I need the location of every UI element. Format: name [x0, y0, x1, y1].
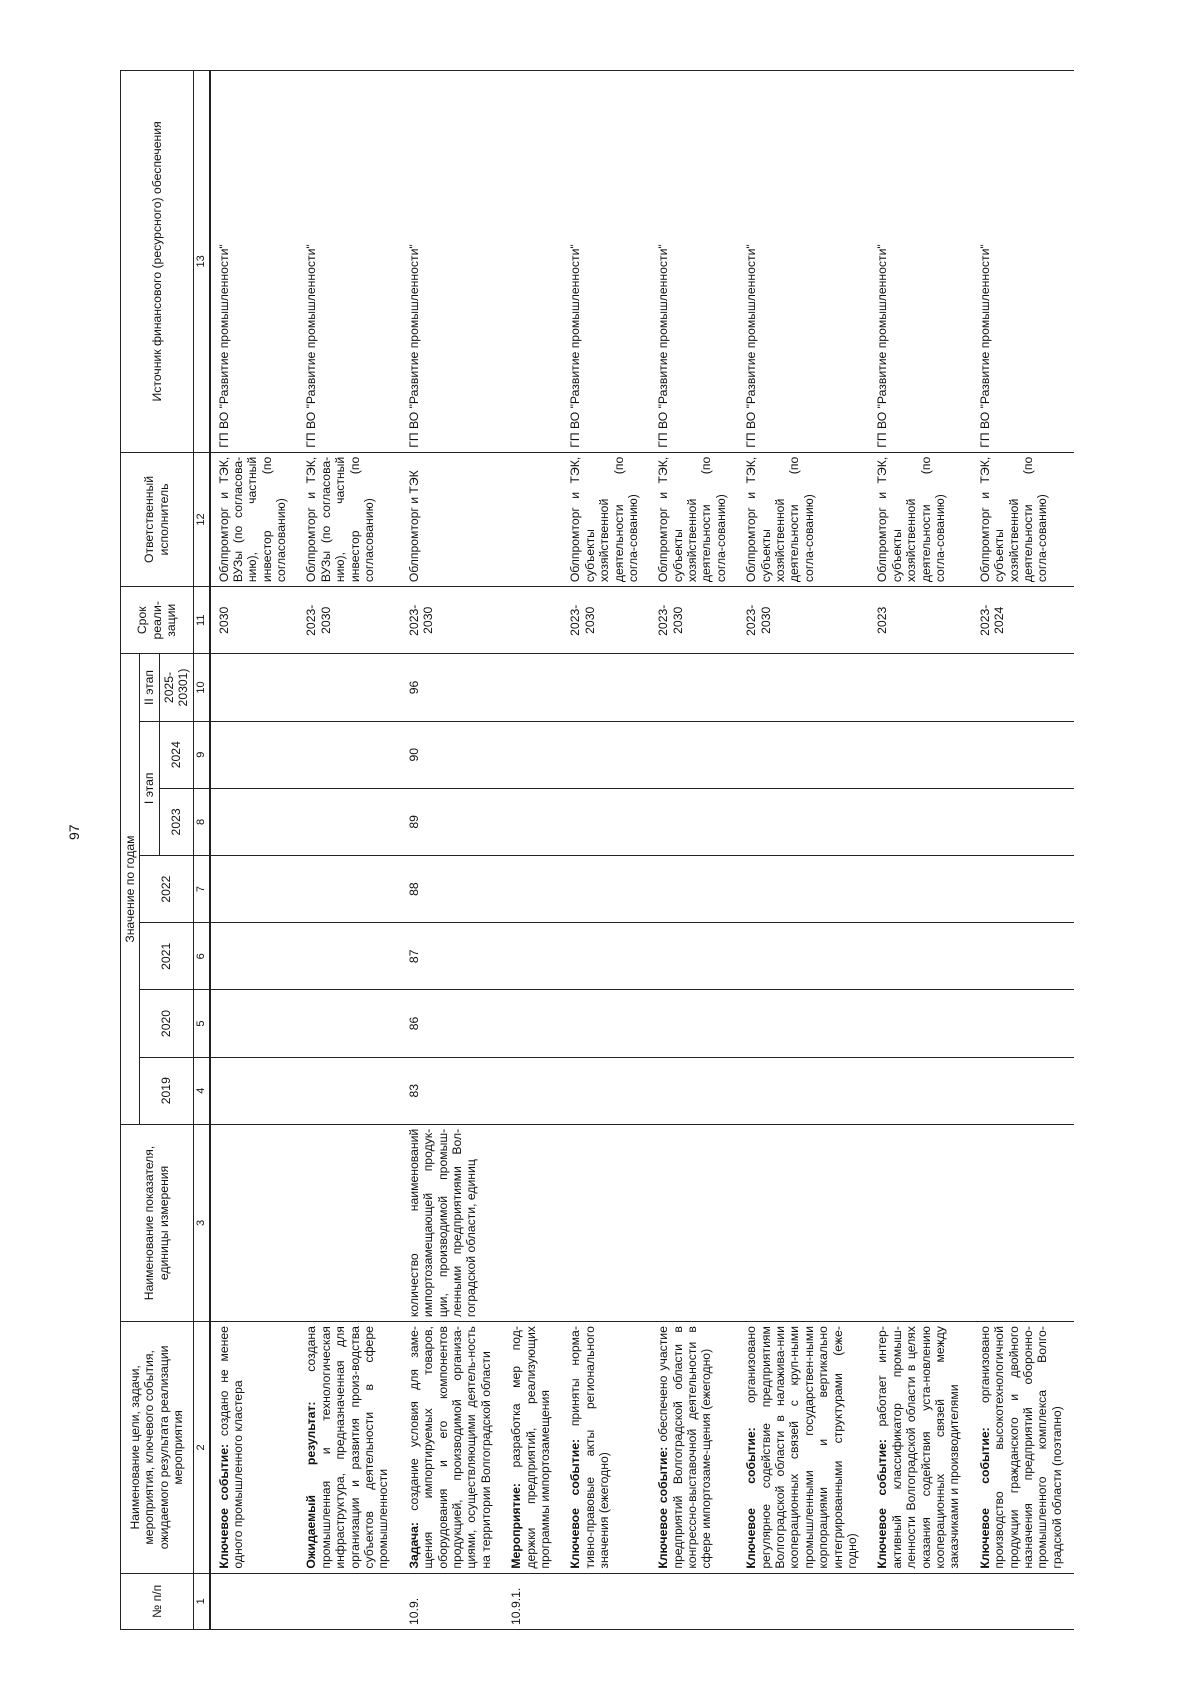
row-responsible	[738, 452, 869, 586]
term-text: 2023-2030	[304, 604, 333, 636]
row-responsible	[298, 452, 400, 586]
row-responsible	[650, 452, 738, 586]
row-label: Ключевое событие:	[216, 1443, 231, 1569]
row-number	[650, 1573, 738, 1629]
row-indicator	[972, 1124, 1074, 1321]
col-number: 6	[193, 923, 209, 990]
value-v2021	[650, 923, 738, 990]
value-v2024	[401, 721, 503, 788]
value-v2023	[738, 788, 869, 855]
row-number	[869, 1573, 971, 1629]
row-number	[401, 1573, 503, 1629]
responsible-text: Облпромторг и ТЭК, субъекты хозяйственной деятельности (по согла-сованию)	[977, 456, 1050, 583]
value-v2022	[972, 855, 1074, 922]
header-source: Источник финансового (ресурсного) обеспечения	[121, 71, 194, 453]
value-v2021	[298, 923, 400, 990]
value-v2020	[738, 990, 869, 1057]
header-term: Срок реали-зации	[121, 587, 194, 654]
page-number: 97	[66, 824, 82, 840]
value-v2024	[972, 721, 1074, 788]
responsible-text: Облпромторг и ТЭК, субъекты хозяйственной деятельности (по согла-сованию)	[656, 456, 728, 583]
responsible-text: Облпромторг и ТЭК	[406, 470, 421, 583]
table-row	[972, 71, 1074, 1630]
col-number: 7	[193, 855, 209, 922]
value-v2023	[210, 788, 299, 855]
row-responsible	[972, 452, 1074, 586]
value-v2020	[650, 990, 738, 1057]
value-v2025	[972, 654, 1074, 721]
row-label: Ключевое событие:	[568, 1438, 583, 1569]
value-v2021	[869, 923, 971, 990]
row-indicator	[869, 1124, 971, 1321]
value-text: 90	[406, 747, 421, 762]
row-name	[650, 1322, 738, 1574]
row-name	[562, 1322, 650, 1574]
table-row	[210, 71, 299, 1630]
table-row	[401, 71, 503, 1630]
table-row	[562, 71, 650, 1630]
row-source	[503, 71, 562, 453]
row-text: создание условия для заме-щения импортируемых товаров, оборудования и его компонентов продукцией, производимой организа-циями, осуществляющими деятель-ность на территории Волгоградской области	[406, 1326, 493, 1569]
header-indicator: Наименование показателя, единицы измерения	[121, 1124, 194, 1321]
value-text: 87	[406, 949, 421, 964]
col-number: 3	[193, 1124, 209, 1321]
value-v2022	[562, 855, 650, 922]
row-number-text: 10.9.1.	[509, 1587, 524, 1625]
row-term	[738, 587, 869, 654]
row-responsible	[503, 452, 562, 586]
table-row	[650, 71, 738, 1630]
value-v2022	[869, 855, 971, 922]
row-responsible	[562, 452, 650, 586]
row-number	[972, 1573, 1074, 1629]
table-row	[738, 71, 869, 1630]
responsible-text: Облпромторг и ТЭК, субъекты хозяйственной деятельности (по согла-сованию)	[875, 456, 947, 583]
term-text: 2030	[216, 606, 231, 634]
row-number	[298, 1573, 400, 1629]
value-v2019	[210, 1057, 299, 1124]
row-term	[562, 587, 650, 654]
value-v2021	[738, 923, 869, 990]
row-number	[210, 1573, 299, 1629]
source-text: ГП ВО "Развитие промышленности"	[406, 244, 421, 448]
row-source	[210, 71, 299, 453]
col-number: 5	[193, 990, 209, 1057]
value-text: 88	[406, 882, 421, 896]
row-term	[972, 587, 1074, 654]
value-v2025	[869, 654, 971, 721]
row-source	[972, 71, 1074, 453]
value-v2022	[738, 855, 869, 922]
row-label: Ключевое событие:	[977, 1427, 992, 1569]
row-term	[869, 587, 971, 654]
term-text: 2023	[875, 606, 890, 634]
row-responsible	[401, 452, 503, 586]
table-body	[210, 71, 1075, 1630]
row-name	[869, 1322, 971, 1574]
row-number-text: 10.9.	[406, 1597, 421, 1625]
row-indicator	[298, 1124, 400, 1321]
value-v2025	[401, 654, 503, 721]
value-v2019	[401, 1057, 503, 1124]
value-v2023	[972, 788, 1074, 855]
term-text: 2023-2030	[406, 604, 436, 636]
value-v2020	[503, 990, 562, 1057]
row-text: создано не менее одного промышленного кластера	[216, 1326, 245, 1569]
row-term	[298, 587, 400, 654]
row-text: обеспечено участие предприятий Волгоградской области в конгрессно-выставочной деятельности в сфере импортозаме-щения (ежегодно)	[656, 1326, 714, 1569]
responsible-text: Облпромторг и ТЭК, субъекты хозяйственной деятельности (по согла-сованию)	[744, 456, 816, 583]
value-v2020	[210, 990, 299, 1057]
header-2021: 2021	[140, 923, 193, 990]
row-indicator	[738, 1124, 869, 1321]
value-v2020	[298, 990, 400, 1057]
value-v2024	[503, 721, 562, 788]
indicator-text: количество наименований импортозамещающей продук-ции, производимой промыш-ленными предприятиями Вол-гоградской области, единиц	[406, 1128, 479, 1318]
value-v2021	[401, 923, 503, 990]
value-v2025	[298, 654, 400, 721]
row-name	[401, 1322, 503, 1574]
value-v2024	[650, 721, 738, 788]
value-v2022	[503, 855, 562, 922]
row-source	[562, 71, 650, 453]
value-v2024	[298, 721, 400, 788]
table-row	[298, 71, 400, 1630]
row-text: создана промышленная и технологическая инфраструктура, предназначенная для организации и развития произ-водства субъектов деятельности в сфере промышленности	[304, 1326, 391, 1569]
row-source	[738, 71, 869, 453]
value-text: 89	[406, 815, 421, 829]
header-2023: 2023	[159, 788, 193, 855]
source-text: ГП ВО "Развитие промышленности"	[744, 244, 759, 448]
table-header	[121, 71, 210, 1630]
header-values-group: Значение по годам	[121, 654, 140, 1124]
table-row	[869, 71, 971, 1630]
row-name	[298, 1322, 400, 1574]
row-number	[562, 1573, 650, 1629]
value-text: 83	[406, 1083, 421, 1098]
value-text: 96	[406, 680, 421, 695]
value-v2025	[503, 654, 562, 721]
row-label: Ключевое событие:	[875, 1439, 890, 1569]
col-number: 9	[193, 721, 209, 788]
value-v2024	[210, 721, 299, 788]
row-responsible	[210, 452, 299, 586]
col-number: 13	[193, 71, 209, 453]
header-2019: 2019	[140, 1057, 193, 1124]
value-v2024	[738, 721, 869, 788]
row-source	[869, 71, 971, 453]
value-v2019	[738, 1057, 869, 1124]
header-2022: 2022	[140, 855, 193, 922]
row-indicator	[562, 1124, 650, 1321]
value-v2021	[562, 923, 650, 990]
source-text: ГП ВО "Развитие промышленности"	[656, 244, 671, 448]
value-v2023	[298, 788, 400, 855]
row-number	[738, 1573, 869, 1629]
header-stage-1: I этап	[140, 721, 159, 855]
row-name	[738, 1322, 869, 1574]
value-v2019	[503, 1057, 562, 1124]
table-row	[503, 71, 562, 1630]
row-source	[650, 71, 738, 453]
row-term	[401, 587, 503, 654]
row-label: Ключевое событие:	[656, 1446, 671, 1569]
value-v2023	[401, 788, 503, 855]
header-responsible: Ответственный исполнитель	[121, 452, 194, 586]
source-text: ГП ВО "Развитие промышленности"	[216, 244, 231, 448]
value-text: 86	[406, 1016, 421, 1031]
value-v2023	[503, 788, 562, 855]
row-text: приняты норма-тивно-правовые акты регионального значения (ежегодно)	[568, 1326, 612, 1569]
value-v2022	[210, 855, 299, 922]
value-v2022	[298, 855, 400, 922]
value-v2023	[869, 788, 971, 855]
col-number: 10	[193, 654, 209, 721]
row-term	[503, 587, 562, 654]
row-label: Задача:	[406, 1522, 421, 1569]
col-number: 11	[193, 587, 209, 654]
responsible-text: Облпромторг и ТЭК, ВУЗы (по согласова-нию), частный инвестор (по согласованию)	[216, 456, 289, 583]
value-v2025	[210, 654, 299, 721]
row-name	[210, 1322, 299, 1574]
source-text: ГП ВО "Развитие промышленности"	[568, 244, 583, 448]
row-text: работает интер-активный классификатор промыш-ленности Волгоградской области в целях оказания содействия уста-новлению кооперационных связей между заказчиками и производителями	[875, 1326, 962, 1569]
value-v2020	[972, 990, 1074, 1057]
source-text: ГП ВО "Развитие промышленности"	[977, 244, 992, 448]
value-v2019	[650, 1057, 738, 1124]
row-number	[503, 1573, 562, 1629]
value-v2025	[650, 654, 738, 721]
value-v2020	[869, 990, 971, 1057]
header-num: № п/п	[121, 1573, 194, 1629]
row-label: Ключевое событие:	[744, 1427, 759, 1569]
value-v2020	[562, 990, 650, 1057]
header-name: Наименование цели, задачи, мероприятия, ключевого события, ожидаемого результата реализации мероприятия	[121, 1322, 194, 1574]
value-v2021	[503, 923, 562, 990]
col-number: 1	[193, 1573, 209, 1629]
value-v2023	[650, 788, 738, 855]
row-indicator	[503, 1124, 562, 1321]
col-number: 2	[193, 1322, 209, 1574]
col-number: 12	[193, 452, 209, 586]
term-text: 2023-2030	[656, 604, 685, 636]
source-text: ГП ВО "Развитие промышленности"	[304, 244, 319, 448]
col-number: 4	[193, 1057, 209, 1124]
term-text: 2023-2030	[744, 604, 773, 636]
responsible-text: Облпромторг и ТЭК, субъекты хозяйственной деятельности (по согла-сованию)	[568, 456, 640, 583]
responsible-text: Облпромторг и ТЭК, ВУЗы (по согласова-нию), частный инвестор (по согласованию)	[304, 456, 377, 583]
row-text: организовано производство высокотехнологичной продукции гражданского и двойного назначения предприятий оборонно-промышленного комплекса Волго-градской области (поэтапно)	[977, 1326, 1064, 1569]
value-v2019	[562, 1057, 650, 1124]
row-term	[650, 587, 738, 654]
value-v2022	[650, 855, 738, 922]
row-name	[503, 1322, 562, 1574]
value-v2019	[298, 1057, 400, 1124]
value-v2019	[972, 1057, 1074, 1124]
term-text: 2023-2024	[977, 604, 1007, 636]
value-v2021	[972, 923, 1074, 990]
row-source	[298, 71, 400, 453]
row-indicator	[650, 1124, 738, 1321]
value-v2025	[562, 654, 650, 721]
value-v2025	[738, 654, 869, 721]
row-indicator	[210, 1124, 299, 1321]
column-numbers-row	[193, 71, 209, 1630]
value-v2020	[401, 990, 503, 1057]
row-name	[972, 1322, 1074, 1574]
source-text: ГП ВО "Развитие промышленности"	[875, 244, 890, 448]
row-text: организовано регулярное содействие предприятиям Волгоградской области в налажива-нии кооперационных связей с круп-ными промышленными государствен-ными корпорациями и вертикально интегрированными структурами (еже-годно)	[744, 1326, 859, 1569]
header-2024: 2024	[159, 721, 193, 788]
row-label: Мероприятие:	[509, 1483, 524, 1569]
term-text: 2023-2030	[568, 604, 597, 636]
header-2020: 2020	[140, 990, 193, 1057]
row-label: Ожидаемый результат:	[304, 1401, 319, 1569]
row-responsible	[869, 452, 971, 586]
row-indicator	[401, 1124, 503, 1321]
value-v2022	[401, 855, 503, 922]
value-v2024	[869, 721, 971, 788]
value-v2021	[210, 923, 299, 990]
program-table	[120, 70, 1074, 1630]
header-2025-2030: 2025-20301)	[159, 654, 193, 721]
value-v2024	[562, 721, 650, 788]
rotated-table-sheet	[120, 70, 1200, 1630]
header-stage-2: II этап	[140, 654, 159, 721]
row-term	[210, 587, 299, 654]
col-number: 8	[193, 788, 209, 855]
row-text: разработка мер под-держки предприятий, реализующих программы импортозамещения	[509, 1326, 552, 1569]
value-v2023	[562, 788, 650, 855]
value-v2019	[869, 1057, 971, 1124]
row-source	[401, 71, 503, 453]
